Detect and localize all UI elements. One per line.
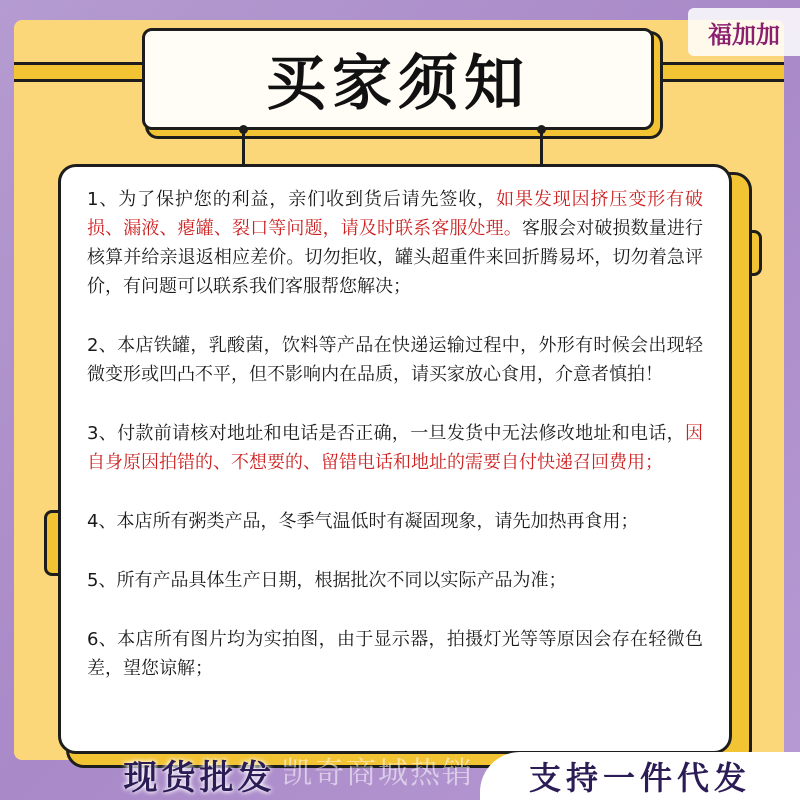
notice-item-3-warning: 因自身原因拍错的、不想要的、留错电话和地址的需要自付快递召回费用； — [87, 423, 703, 473]
notice-item-6: 6、本店所有图片均为实拍图，由于显示器，拍摄灯光等等原因会存在轻微色差，望您谅解； — [87, 629, 703, 679]
footer-dropship-label: 支持一件代发 — [480, 752, 800, 800]
notice-item-3 — [87, 419, 703, 477]
notice-item-4: 4、本店所有粥类产品，冬季气温低时有凝固现象，请先加热再食用； — [87, 511, 639, 532]
notice-item-2: 2、本店铁罐，乳酸菌，饮料等产品在快递运输过程中，外形有时候会出现轻微变形或凹凸不平，但不影响内在品质，请买家放心食用，介意者慎拍！ — [87, 335, 703, 385]
connector-line-left — [242, 130, 245, 166]
decor-stripe-left — [14, 62, 144, 82]
notice-item-1-text-cont: 客服会对破损数量进行核算并给亲退返相应差价。切勿拒收，罐头超重件来回折腾易坏，切勿着急评价，有问题可以联系我们客服帮您解决； — [87, 218, 703, 297]
notice-item-3-text: 3、付款前请核对地址和电话是否正确，一旦发货中无法修改地址和电话， — [87, 423, 685, 444]
notice-item-1-text: 1、为了保护您的利益，亲们收到货后请先签收， — [87, 189, 497, 210]
notice-item-1 — [87, 185, 703, 301]
connector-line-right — [540, 130, 543, 166]
title-banner — [142, 28, 654, 130]
footer-shop-watermark: 凯奇商城热销 — [282, 756, 474, 791]
notice-card — [58, 164, 732, 754]
decor-stripe-right — [655, 62, 784, 82]
shop-watermark: 福加加 — [688, 8, 800, 56]
footer-wholesale-label: 现货批发 — [123, 757, 276, 798]
page-title: 买家须知 — [266, 49, 530, 119]
notice-item-5: 5、所有产品具体生产日期，根据批次不同以实际产品为准； — [87, 570, 567, 591]
notice-item-1-warning: 如果发现因挤压变形有破损、漏液、瘪罐、裂口等问题，请及时联系客服处理。 — [87, 189, 703, 239]
